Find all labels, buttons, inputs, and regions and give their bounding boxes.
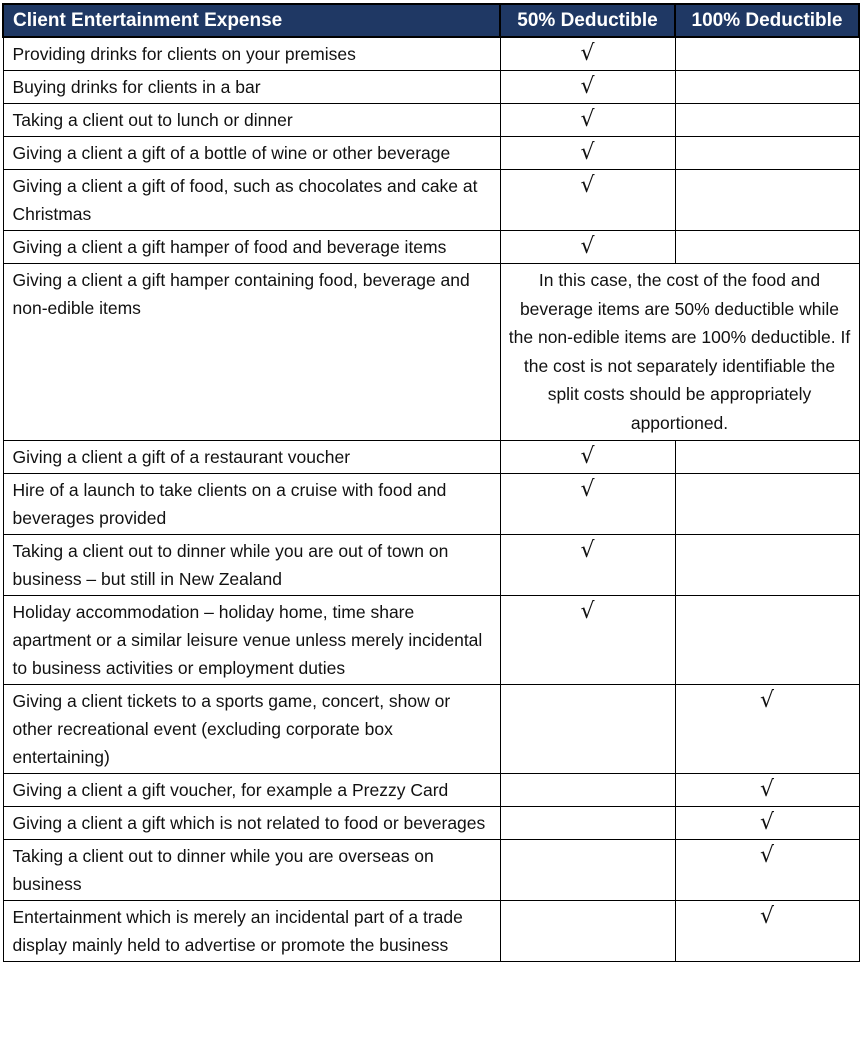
table-row <box>3 773 859 806</box>
table-row <box>3 473 859 534</box>
fifty-check-mark: √ <box>500 137 675 170</box>
expense-label: Giving a client a gift of food, such as chocolates and cake at Christmas <box>3 170 500 231</box>
expense-label: Holiday accommodation – holiday home, time share apartment or a similar leisure venue unless merely incidental to business activities or employment duties <box>3 595 500 684</box>
table-row <box>3 137 859 170</box>
expense-label: Entertainment which is merely an incidental part of a trade display mainly held to advertise or promote the business <box>3 900 500 961</box>
hundred-check-mark <box>675 170 859 231</box>
hundred-check-mark <box>675 137 859 170</box>
hundred-check-mark <box>675 37 859 71</box>
expense-label: Taking a client out to dinner while you are overseas on business <box>3 839 500 900</box>
hundred-check-mark <box>675 71 859 104</box>
table-row <box>3 231 859 264</box>
table-row <box>3 264 859 441</box>
hundred-check-mark <box>675 104 859 137</box>
fifty-check-mark: √ <box>500 170 675 231</box>
hundred-check-mark: √ <box>675 900 859 961</box>
fifty-check-mark <box>500 806 675 839</box>
fifty-check-mark: √ <box>500 37 675 71</box>
fifty-check-mark <box>500 900 675 961</box>
table-row <box>3 684 859 773</box>
hundred-check-mark: √ <box>675 839 859 900</box>
hundred-check-mark <box>675 440 859 473</box>
fifty-check-mark: √ <box>500 231 675 264</box>
hundred-check-mark <box>675 595 859 684</box>
fifty-check-mark: √ <box>500 595 675 684</box>
expense-label: Giving a client a gift of a bottle of wine or other beverage <box>3 137 500 170</box>
expense-label: Giving a client tickets to a sports game, concert, show or other recreational event (excluding corporate box entertaining) <box>3 684 500 773</box>
fifty-check-mark <box>500 839 675 900</box>
expense-label: Giving a client a gift hamper containing food, beverage and non-edible items <box>3 264 500 441</box>
table-row <box>3 71 859 104</box>
split-note: In this case, the cost of the food and beverage items are 50% deductible while the non-edible items are 100% deductible. If the cost is not separately identifiable the split costs should be appropriately apportioned. <box>500 264 859 441</box>
table-row <box>3 104 859 137</box>
header-row <box>3 4 859 37</box>
fifty-check-mark: √ <box>500 440 675 473</box>
deductibility-table <box>2 3 860 962</box>
hundred-check-mark <box>675 534 859 595</box>
hundred-check-mark: √ <box>675 684 859 773</box>
table-row <box>3 534 859 595</box>
expense-label: Giving a client a gift of a restaurant voucher <box>3 440 500 473</box>
header-hundred-deductible: 100% Deductible <box>675 4 859 37</box>
expense-label: Buying drinks for clients in a bar <box>3 71 500 104</box>
table-row <box>3 37 859 71</box>
table-row <box>3 806 859 839</box>
expense-label: Hire of a launch to take clients on a cruise with food and beverages provided <box>3 473 500 534</box>
header-expense: Client Entertainment Expense <box>3 4 500 37</box>
header-fifty-deductible: 50% Deductible <box>500 4 675 37</box>
fifty-check-mark: √ <box>500 104 675 137</box>
expense-label: Taking a client out to lunch or dinner <box>3 104 500 137</box>
hundred-check-mark: √ <box>675 806 859 839</box>
table-row <box>3 839 859 900</box>
fifty-check-mark <box>500 684 675 773</box>
fifty-check-mark <box>500 773 675 806</box>
table-row <box>3 900 859 961</box>
table-row <box>3 595 859 684</box>
hundred-check-mark <box>675 231 859 264</box>
hundred-check-mark <box>675 473 859 534</box>
fifty-check-mark: √ <box>500 71 675 104</box>
expense-label: Giving a client a gift which is not related to food or beverages <box>3 806 500 839</box>
table-row <box>3 170 859 231</box>
expense-label: Providing drinks for clients on your premises <box>3 37 500 71</box>
expense-label: Giving a client a gift hamper of food and beverage items <box>3 231 500 264</box>
expense-label: Giving a client a gift voucher, for example a Prezzy Card <box>3 773 500 806</box>
fifty-check-mark: √ <box>500 534 675 595</box>
fifty-check-mark: √ <box>500 473 675 534</box>
hundred-check-mark: √ <box>675 773 859 806</box>
expense-label: Taking a client out to dinner while you are out of town on business – but still in New Zealand <box>3 534 500 595</box>
table-row <box>3 440 859 473</box>
